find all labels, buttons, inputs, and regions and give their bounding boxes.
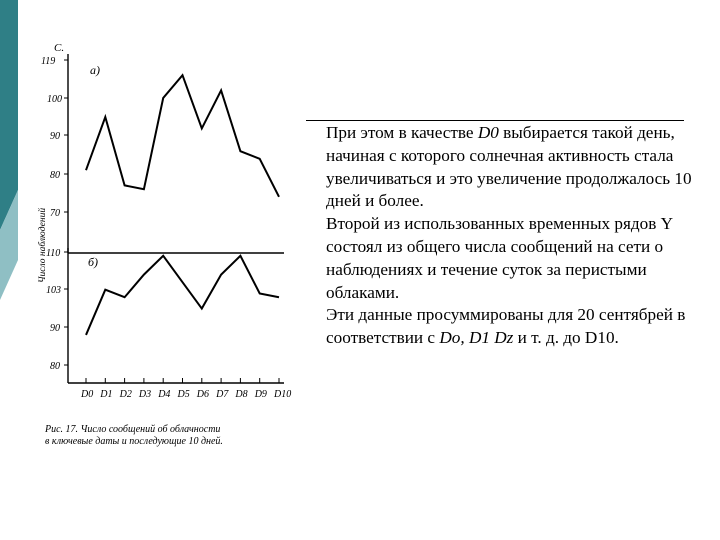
figure-caption-line1: Рис. 17. Число сообщений об облачности [45,424,221,435]
paragraph-2: Второй из использованных временных рядов Y состоял из общего числа сообщений на сети о наблюдениях и течение суток за перистыми облаками. [326,214,673,302]
figure-svg [28,38,303,468]
paragraph-3-dates: Do, D1 Dz [439,328,514,348]
x-tick-label: D6 [196,389,210,400]
panel-b [46,248,291,400]
teal-band-upper [0,0,18,230]
x-axis-ticks [80,378,291,400]
panel-a-ytick: 80 [50,170,60,181]
panel-b-ytick: 90 [50,323,60,334]
paragraph-1-start: При этом в качестве [326,123,478,142]
paragraph-1-d0: D0 [477,123,499,142]
x-tick-label: D2 [119,389,132,400]
x-tick-label: D9 [254,389,267,400]
paragraph-1 [326,122,718,213]
x-tick-label: D8 [235,389,248,400]
panel-a-corner-label: C. [54,42,65,54]
panel-a-ytick: 119 [41,56,56,67]
panel-a-ytick: 70 [50,208,60,219]
x-tick-label: D7 [216,389,229,400]
panel-a-ytick: 100 [47,94,62,105]
panel-b-series-line [86,256,279,335]
decorative-left-band [0,0,18,540]
panel-a-yticks [41,56,62,219]
panel-a-label: a) [90,63,100,77]
figure-caption-line2: в ключевые даты и последующие 10 дней. [45,436,223,447]
panel-a [41,42,284,253]
x-tick-label: D10 [274,389,292,400]
paragraph-3-start: Эти данные просуммированы для 20 сентябрей в соответствии с [326,305,686,348]
x-tick-label: D3 [138,389,152,400]
paragraph-1-end: выбирается такой день, начиная с которого солнечная активность стала увеличиваться и это увеличение продолжалось 10 дней и более. [326,123,692,211]
text-separator-line [306,120,684,121]
slide-body-text [326,122,718,350]
panel-a-ytick: 90 [50,131,60,142]
panel-b-yticks [46,248,61,372]
y-axis-label: Число наблюдений [38,207,48,283]
panel-b-label: б) [88,255,99,269]
panel-b-ytick: 80 [50,361,60,372]
paragraph-3 [326,304,718,350]
paragraph-3-end: и т. д. до D10. [513,328,619,348]
panel-b-ytick: 103 [46,285,61,296]
x-tick-label: D4 [158,389,171,400]
x-tick-label: D5 [177,389,190,400]
panel-a-series-line [86,75,279,197]
x-tick-label: D1 [100,389,113,400]
x-tick-label: D0 [81,389,94,400]
panel-b-ytick: 110 [46,248,61,259]
scanned-figure [28,38,303,468]
